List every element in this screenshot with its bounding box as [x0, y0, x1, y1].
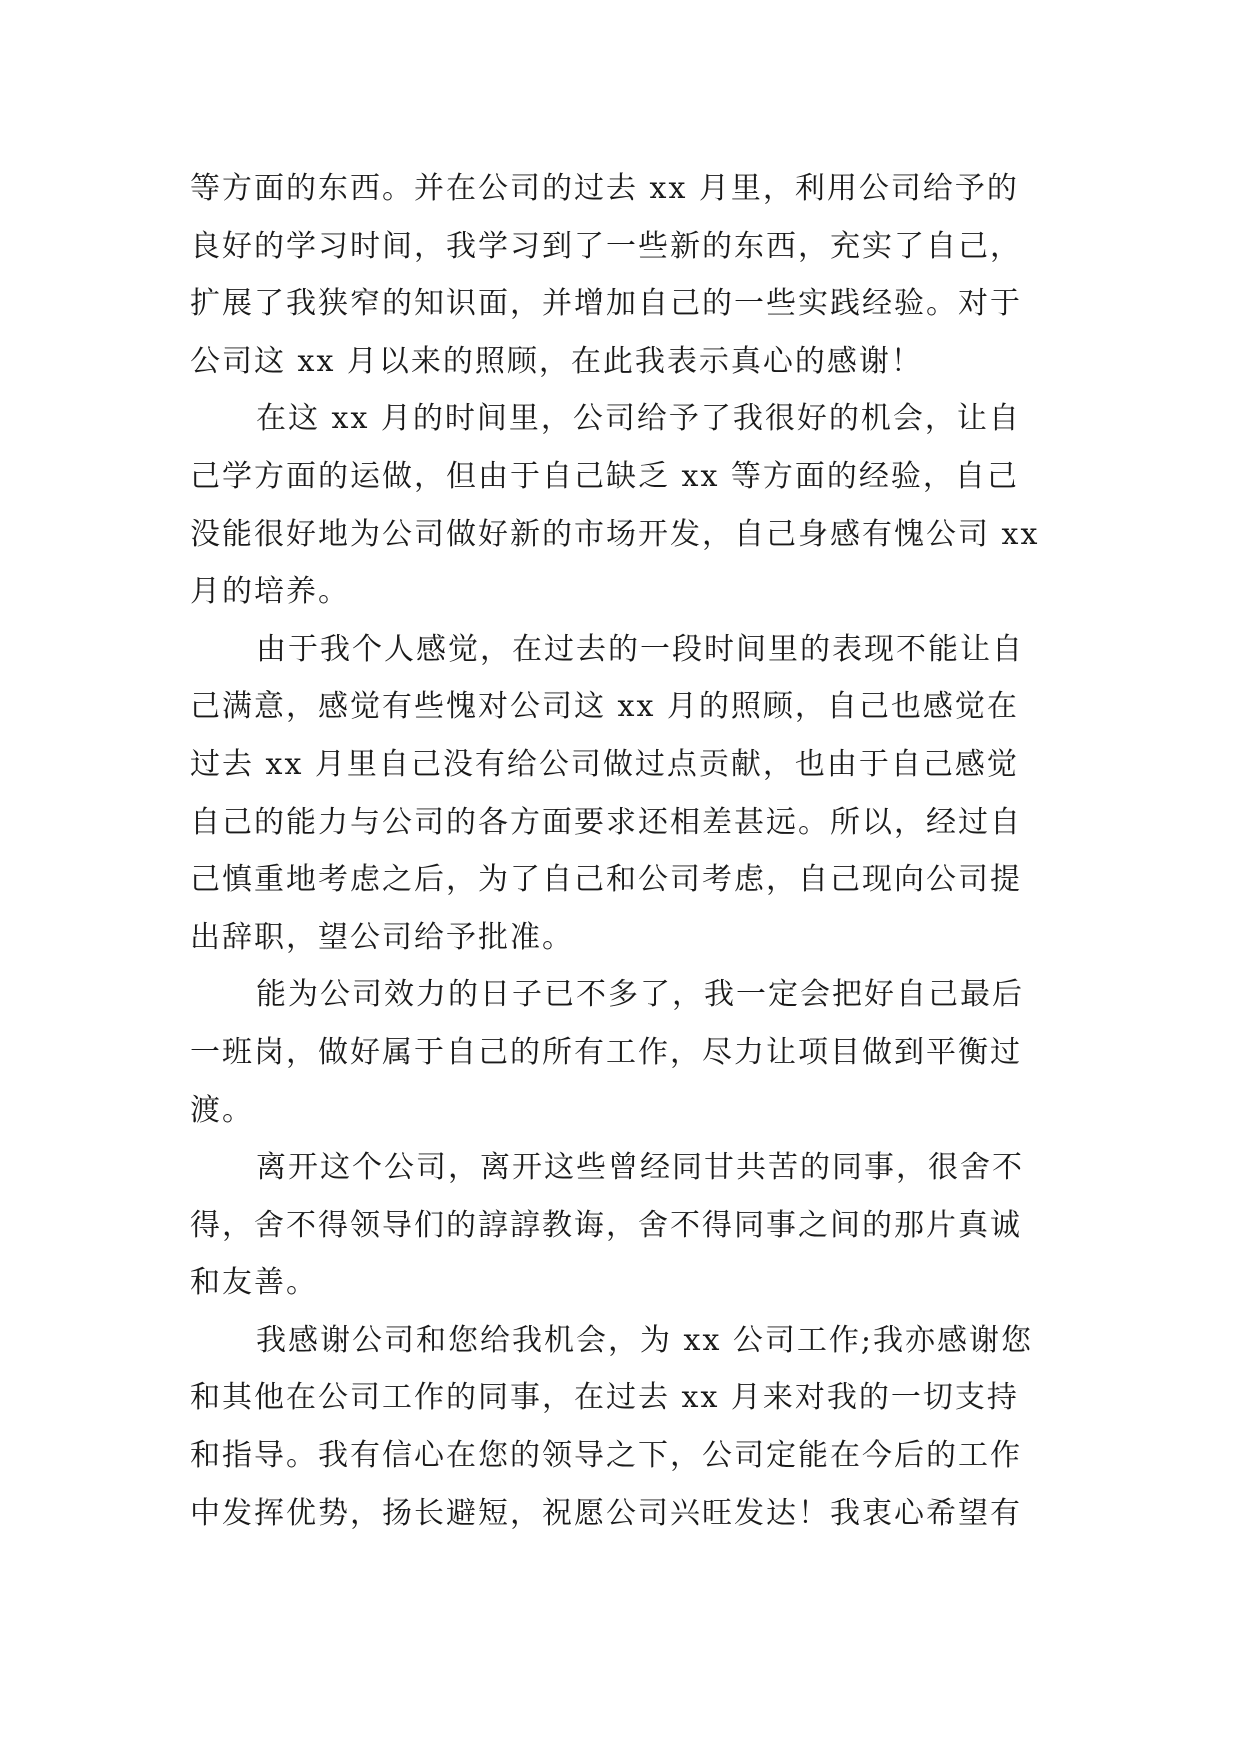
body-line-7: 没能很好地为公司做好新的市场开发，自己身感有愧公司 xx	[190, 516, 1040, 552]
body-line-24: 中发挥优势，扬长避短，祝愿公司兴旺发达！我衷心希望有	[190, 1495, 1022, 1531]
body-line-22: 和其他在公司工作的同事，在过去 xx 月来对我的一切支持	[190, 1380, 1019, 1416]
body-line-2: 良好的学习时间，我学习到了一些新的东西，充实了自己，	[190, 228, 1022, 264]
body-line-11: 过去 xx 月里自己没有给公司做过点贡献，也由于自己感觉	[190, 746, 1019, 782]
body-line-9: 由于我个人感觉，在过去的一段时间里的表现不能让自	[256, 631, 1024, 667]
body-line-8: 月的培养。	[190, 574, 350, 610]
body-line-21: 我感谢公司和您给我机会，为 xx 公司工作;我亦感谢您	[256, 1322, 1034, 1358]
body-line-16: 一班岗，做好属于自己的所有工作，尽力让项目做到平衡过	[190, 1034, 1022, 1070]
body-line-4: 公司这 xx 月以来的照顾，在此我表示真心的感谢！	[190, 343, 923, 379]
body-line-17: 渡。	[190, 1092, 254, 1128]
body-line-1: 等方面的东西。并在公司的过去 xx 月里，利用公司给予的	[190, 171, 1019, 206]
body-line-15: 能为公司效力的日子已不多了，我一定会把好自己最后	[256, 977, 1024, 1013]
body-line-19: 得，舍不得领导们的諄諄教诲，舍不得同事之间的那片真诚	[190, 1207, 1022, 1243]
body-line-6: 己学方面的运做，但由于自己缺乏 xx 等方面的经验，自己	[190, 458, 1019, 494]
body-line-3: 扩展了我狭窄的知识面，并增加自己的一些实践经验。对于	[190, 286, 1022, 322]
body-line-14: 出辞职，望公司给予批准。	[190, 919, 574, 955]
body-line-13: 己慎重地考虑之后，为了自己和公司考虑，自己现向公司提	[190, 862, 1022, 898]
document-body	[190, 160, 1052, 1542]
body-line-10: 己满意，感觉有些愧对公司这 xx 月的照顾，自己也感觉在	[190, 689, 1019, 725]
body-line-5: 在这 xx 月的时间里，公司给予了我很好的机会，让自	[256, 401, 1021, 437]
body-line-12: 自己的能力与公司的各方面要求还相差甚远。所以，经过自	[190, 804, 1022, 840]
body-line-18: 离开这个公司，离开这些曾经同甘共苦的同事，很舍不	[256, 1150, 1024, 1186]
body-line-23: 和指导。我有信心在您的领导之下，公司定能在今后的工作	[190, 1438, 1022, 1474]
body-line-20: 和友善。	[190, 1265, 318, 1301]
